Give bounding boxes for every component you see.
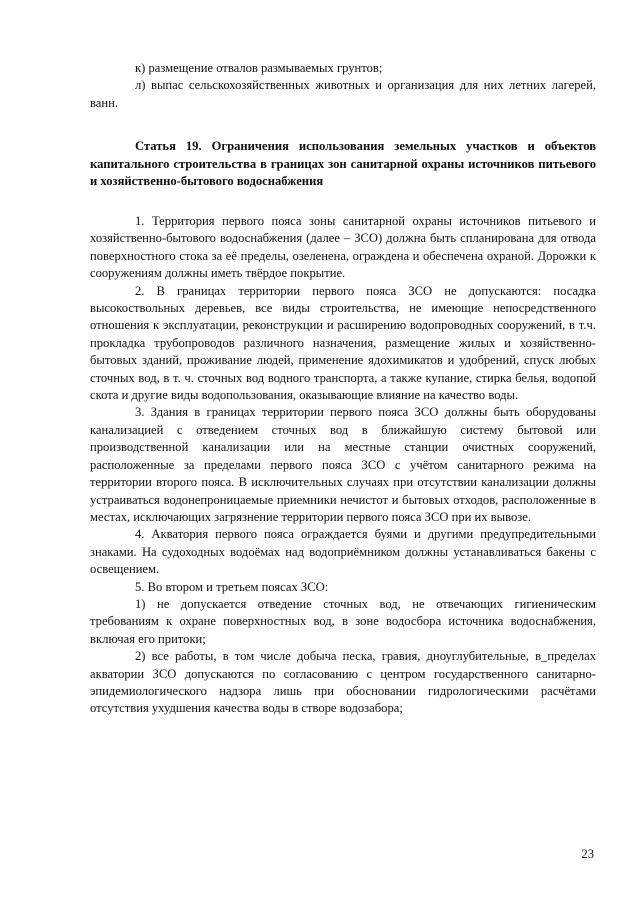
page-body — [90, 60, 596, 718]
paragraph-5-item-1: 1) не допускается отведение сточных вод, не отвечающих гигиеническим требованиям к охране поверхностных вод, в зоне водосбора источника водоснабжения, включая его притоки; — [90, 596, 596, 646]
paragraph-4: 4. Акватория первого пояса ограждается буями и другими предупредительными знаками. На судоходных водоёмах над водоприёмником должны устанавливаться бакены с освещением. — [90, 527, 596, 577]
article-heading: Статья 19. Ограничения использования земельных участков и объектов капитального строительства в границах зон санитарной охраны источников питьевого и хозяйственно-бытового водоснабжения — [90, 139, 596, 189]
list-item-k: к) размещение отвалов размываемых грунтов; — [135, 61, 383, 75]
paragraph-2: 2. В границах территории первого пояса ЗСО не допускаются: посадка высокоствольных деревьев, все виды строительства, не имеющие непосредственного отношения к эксплуатации, реконструкции и расширению водопроводных сооружений, в т.ч. прокладка трубопроводов различного назначения, размещение жилых и хозяйственно-бытовых зданий, проживание людей, применение ядохимикатов и удобрений, спуск любых сточных вод, в т. ч. сточных вод водного транспорта, а также купание, стирка белья, водопой скота и другие виды водопользования, оказывающие влияние на качество воды. — [90, 283, 596, 403]
paragraph-3: 3. Здания в границах территории первого пояса ЗСО должны быть оборудованы канализацией с отведением сточных вод в ближайшую систему бытовой или производственной канализации или на местные станции очистных сооружений, расположенные за пределами первого пояса ЗСО с учётом санитарного режима на территории второго пояса. В исключительных случаях при отсутствии канализации должны устраиваться водонепроницаемые приемники нечистот и бытовых отходов, расположенные в местах, исключающих загрязнение территории первого пояса ЗСО при их вывозе. — [90, 405, 596, 524]
paragraph-5: 5. Во втором и третьем поясах ЗСО: — [135, 579, 329, 594]
page-number: 23 — [581, 847, 594, 861]
paragraph-5-item-2: 2) все работы, в том числе добыча песка, гравия, дноуглубительные, в_пределах акватории ЗСО допускаются по согласованию с центром государственного санитарно-эпидемиологического надзора лишь при обосновании гидрологическими расчётами отсутствия ухудшения качества воды в створе водозабора; — [90, 649, 596, 716]
list-item-l: л) выпас сельскохозяйственных животных и организация для них летних лагерей, ванн. — [90, 78, 596, 110]
paragraph-1: 1. Территория первого пояса зоны санитарной охраны источников питьевого и хозяйственно-бытового водоснабжения (далее – ЗСО) должна быть спланирована для отвода поверхностного стока за её пределы, озеленена, ограждена и обеспечена охраной. Дорожки к сооружениям должны иметь твёрдое покрытие. — [90, 214, 596, 281]
